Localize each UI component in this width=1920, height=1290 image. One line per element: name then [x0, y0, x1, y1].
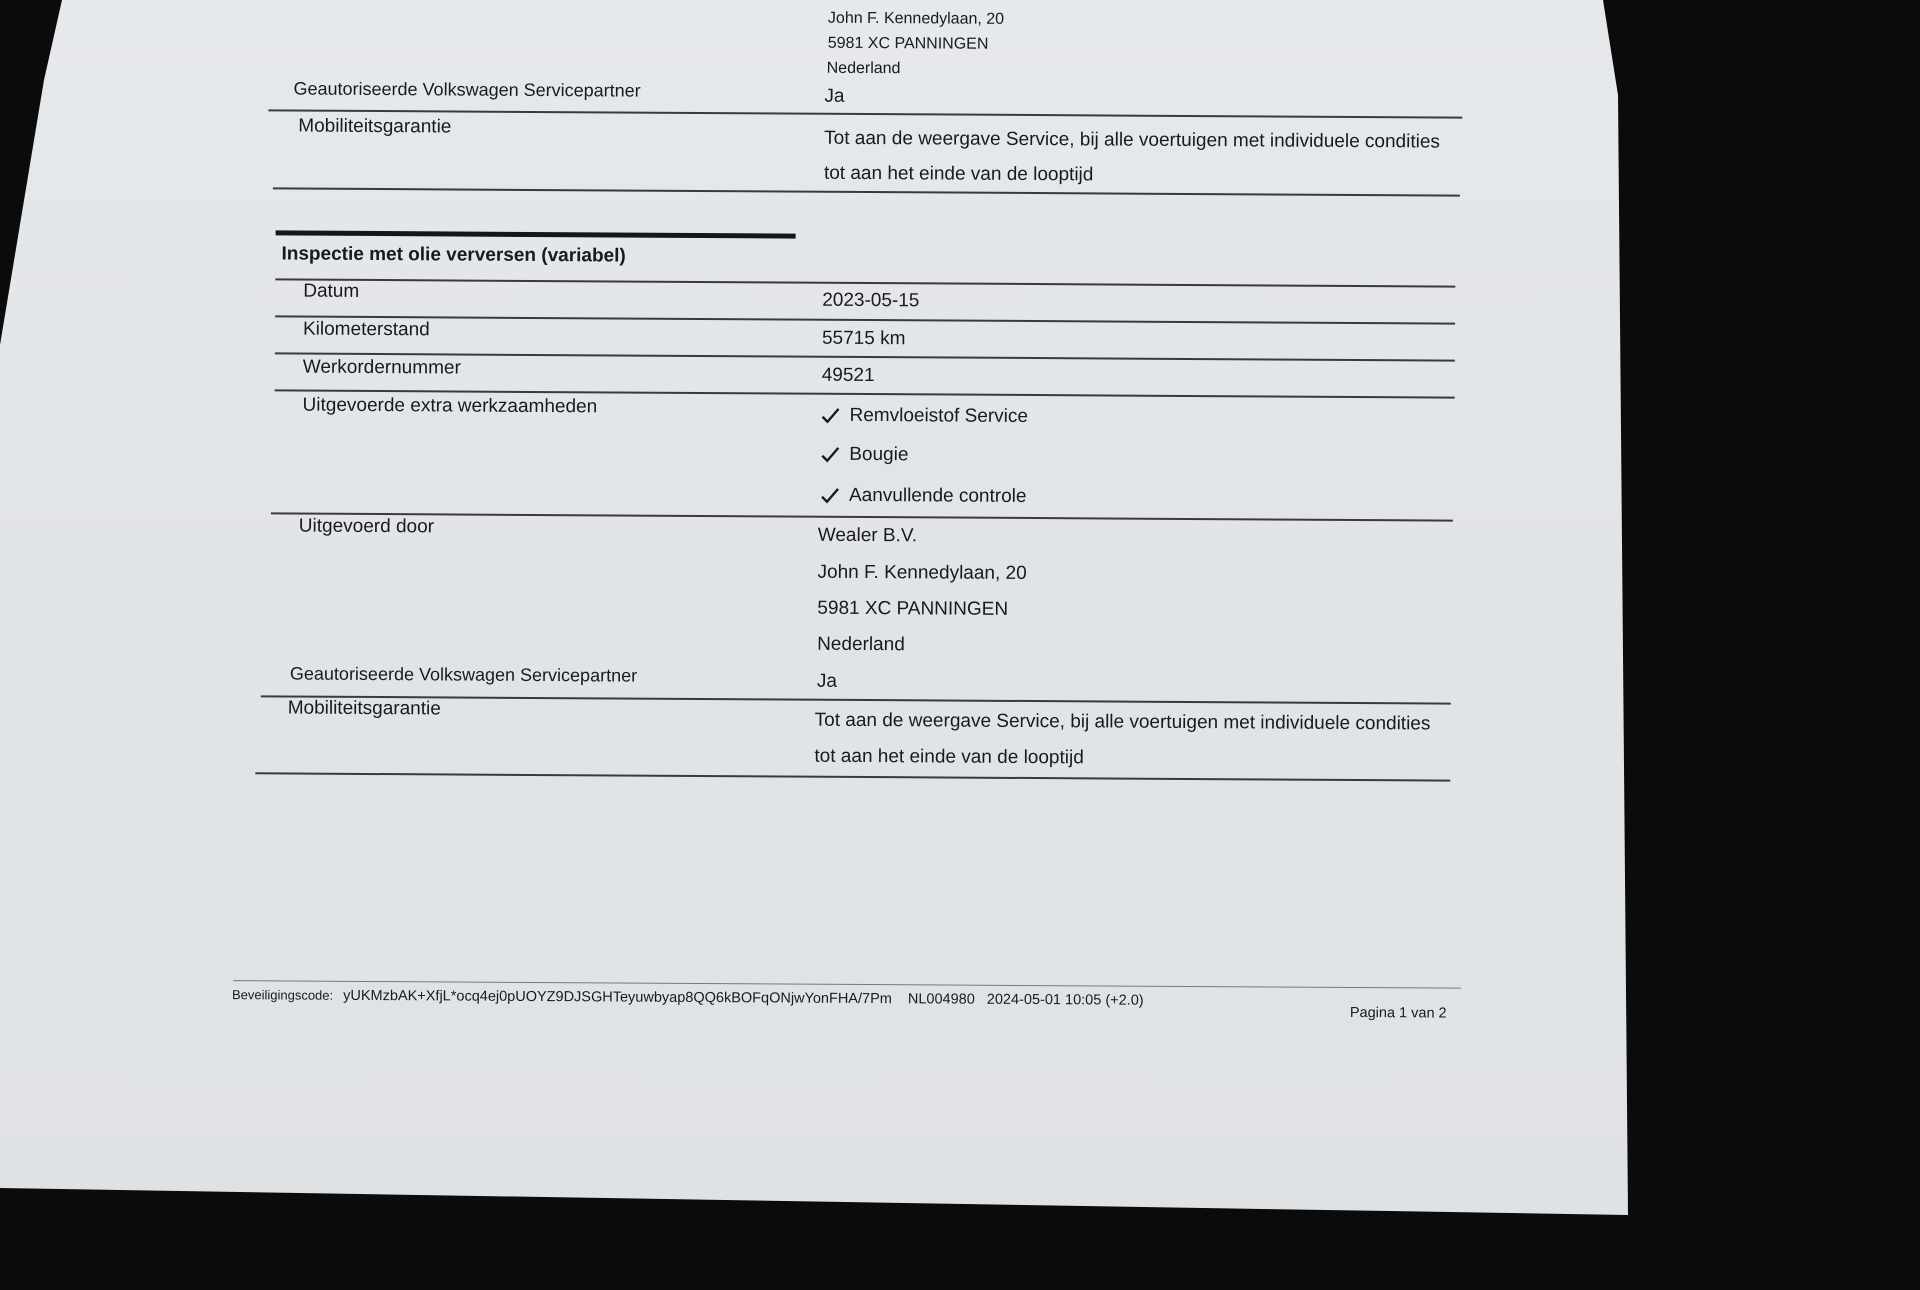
top-servicepartner-label: Geautoriseerde Volkswagen Servicepartner	[293, 78, 641, 101]
extra-divider	[271, 512, 1453, 521]
mobility-divider	[255, 772, 1450, 781]
top-address-street: John F. Kennedylaan, 20	[827, 9, 1005, 28]
dealer-code: NL004980	[907, 991, 975, 1008]
page-info: Pagina 1 van 2	[1349, 1004, 1447, 1022]
top-address-city: 5981 XC PANNINGEN	[827, 34, 989, 53]
section-divider-title	[275, 278, 1455, 287]
extra-item-3	[819, 485, 1027, 508]
section-title: Inspectie met olie verversen (variabel)	[281, 243, 626, 267]
mobility-label: Mobiliteitsgarantie	[287, 697, 441, 720]
date-divider	[275, 315, 1455, 324]
top-mobility-label: Mobiliteitsgarantie	[298, 115, 452, 138]
extra-item-2	[819, 444, 908, 467]
checkmark-icon	[819, 485, 841, 507]
servicepartner-label: Geautoriseerde Volkswagen Servicepartner	[289, 663, 638, 686]
extra-item-1-label: Remvloeistof Service	[849, 404, 1029, 428]
extra-item-1	[819, 405, 1028, 428]
checkmark-icon	[819, 405, 841, 427]
order-value: 49521	[821, 364, 875, 387]
top-servicepartner-value: Ja	[824, 85, 845, 107]
order-label: Werkordernummer	[302, 356, 461, 379]
section-title-bar	[276, 230, 796, 238]
extra-item-3-label: Aanvullende controle	[848, 484, 1027, 507]
extra-label: Uitgevoerde extra werkzaamheden	[302, 394, 598, 418]
servicepartner-value: Ja	[816, 670, 838, 692]
extra-item-2-label: Bougie	[849, 443, 909, 466]
top-mobility-line2: tot aan het einde van de looptijd	[823, 162, 1094, 186]
performed-country: Nederland	[817, 633, 905, 656]
date-label: Datum	[303, 280, 360, 302]
security-label: Beveiligingscode:	[231, 987, 334, 1003]
top-mobility-line1: Tot aan de weergave Service, bij alle voertuigen met individuele condities	[824, 127, 1441, 153]
performed-street: John F. Kennedylaan, 20	[817, 561, 1027, 584]
security-code: yUKMzbAK+XfjL*ocq4ej0pUOYZ9DJSGHTeyuwbyap8QQ6kBOFqONjwYonFHA/7Pm	[343, 987, 892, 1008]
km-value: 55715 km	[821, 327, 906, 350]
top-divider-2	[273, 187, 1460, 196]
mobility-line2: tot aan het einde van de looptijd	[814, 745, 1084, 769]
date-value: 2023-05-15	[822, 289, 920, 312]
timestamp: 2024-05-01 10:05 (+2.0)	[986, 991, 1144, 1009]
performed-name: Wealer B.V.	[817, 524, 918, 547]
mobility-line1: Tot aan de weergave Service, bij alle voertuigen met individuele condities	[814, 709, 1431, 735]
top-address-country: Nederland	[826, 59, 901, 78]
footer-security-line	[232, 987, 1144, 1009]
checkmark-icon	[819, 444, 841, 466]
performed-city: 5981 XC PANNINGEN	[817, 597, 1009, 620]
km-label: Kilometerstand	[302, 318, 430, 341]
performed-label: Uitgevoerd door	[298, 515, 435, 538]
